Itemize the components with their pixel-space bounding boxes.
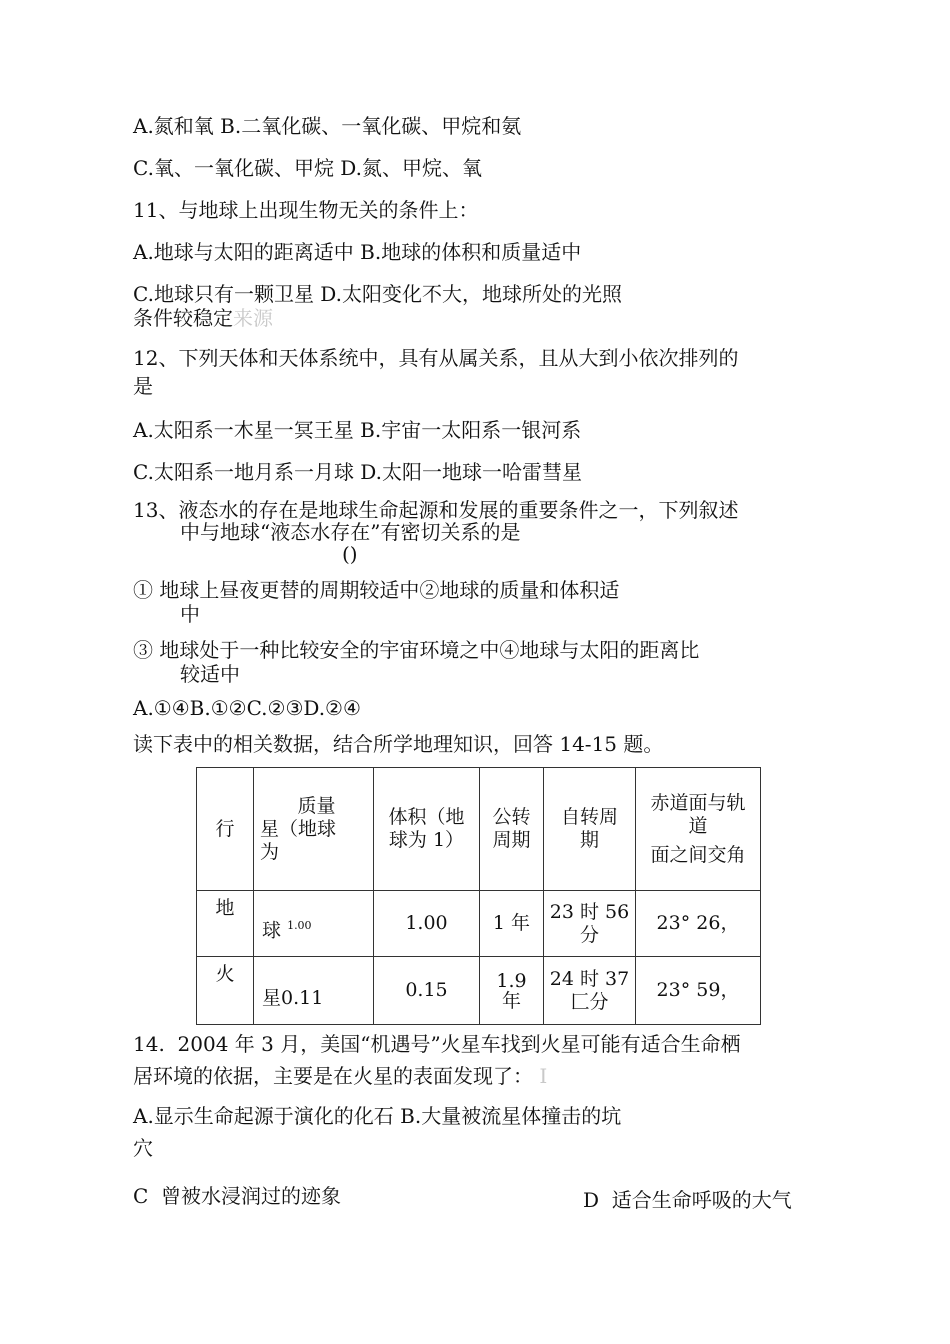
cell-mass: 星0.11 [254, 957, 374, 1025]
table-intro: 读下表中的相关数据，结合所学地理知识，回答 14-15 题。 [133, 732, 664, 756]
table-row [197, 957, 761, 1025]
header-mass-bottom: 星（地球为 [260, 817, 337, 863]
q10-options-ab: A.氮和氧 B.二氧化碳、一氧化碳、甲烷和氨 [133, 114, 522, 138]
header-planet: 行 [197, 768, 254, 891]
q13-answers: A.①④B.①②C.②③D.②④ [133, 696, 361, 720]
cell-volume: 1.00 [374, 891, 480, 957]
q11-options-cd: C.地球只有一颗卫星 D.太阳变化不大，地球所处的光照 [133, 282, 622, 306]
cell-angle: 23° 59， [636, 957, 761, 1025]
cell-mass: 球 $^{1.00}$ [254, 891, 374, 957]
header-rotation: 自转周期 [544, 768, 636, 891]
table-row [197, 891, 761, 957]
q12-stem-cont: 是 [133, 374, 153, 398]
q12-options-ab: A.太阳系一木星一冥王星 B.宇宙一太阳系一银河系 [133, 418, 582, 442]
faint-mark: I [539, 1064, 548, 1088]
q14-stem: 14. 2004 年 3 月，美国“机遇号”火星车找到火星可能有适合生命栖 [133, 1032, 741, 1056]
cell-planet: 地 [197, 891, 254, 957]
planet-data-table [196, 767, 761, 1025]
header-mass-top: 质量 [297, 794, 336, 817]
q11-stem: 11、与地球上出现生物无关的条件上： [133, 198, 479, 222]
faint-watermark-text: 来源 [233, 306, 273, 330]
header-mass [254, 768, 374, 891]
q13-option-1-2: ① 地球上昼夜更替的周期较适中②地球的质量和体积适 [133, 578, 620, 602]
q14-option-d: D 适合生命呼吸的大气 [583, 1188, 792, 1212]
q10-options-cd: C.氧、一氧化碳、甲烷 D.氮、甲烷、氧 [133, 156, 482, 180]
table-header-row [197, 768, 761, 891]
q11-options-cd-cont [133, 306, 273, 330]
q12-stem: 12、下列天体和天体系统中，具有从属关系，且从大到小依次排列的 [133, 346, 739, 370]
header-volume: 体积（地球为 1） [374, 768, 480, 891]
q14-options-ab-cont: 穴 [133, 1136, 153, 1160]
q14-stem-cont: 居环境的依据，主要是在火星的表面发现了： I [133, 1064, 548, 1088]
header-orbit: 公转周期 [480, 768, 544, 891]
q14-option-c: C 曾被水浸润过的迹象 [133, 1184, 342, 1208]
q13-option-3-4-cont: 较适中 [180, 662, 240, 686]
q13-stem-cont: 中与地球“液态水存在”有密切关系的是 [180, 520, 521, 544]
q11-options-ab: A.地球与太阳的距离适中 B.地球的体积和质量适中 [133, 240, 582, 264]
q13-stem: 13、液态水的存在是地球生命起源和发展的重要条件之一，下列叙述 [133, 498, 739, 522]
cell-orbit: 1.9 年 [480, 957, 544, 1025]
q12-options-cd: C.太阳系一地月系一月球 D.太阳一地球一哈雷彗星 [133, 460, 582, 484]
cell-volume: 0.15 [374, 957, 480, 1025]
cell-angle: 23° 26， [636, 891, 761, 957]
q11-cont-text: 条件较稳定 [133, 306, 233, 330]
header-angle [636, 768, 761, 891]
header-angle-top: 赤道面与轨道 [650, 791, 746, 837]
q13-option-3-4: ③ 地球处于一种比较安全的宇宙环境之中④地球与太阳的距离比 [133, 638, 700, 662]
cell-rotation: 23 时 56 分 [544, 891, 636, 957]
q13-answer-paren: () [342, 542, 358, 566]
cell-planet: 火 [197, 957, 254, 1025]
q14-options-ab: A.显示生命起源于演化的化石 B.大量被流星体撞击的坑 [133, 1104, 622, 1128]
cell-orbit: 1 年 [480, 891, 544, 957]
cell-rotation: 24 时 37 匚分 [544, 957, 636, 1025]
q13-option-1-2-cont: 中 [180, 602, 200, 626]
header-angle-bottom: 面之间交角 [650, 843, 746, 866]
